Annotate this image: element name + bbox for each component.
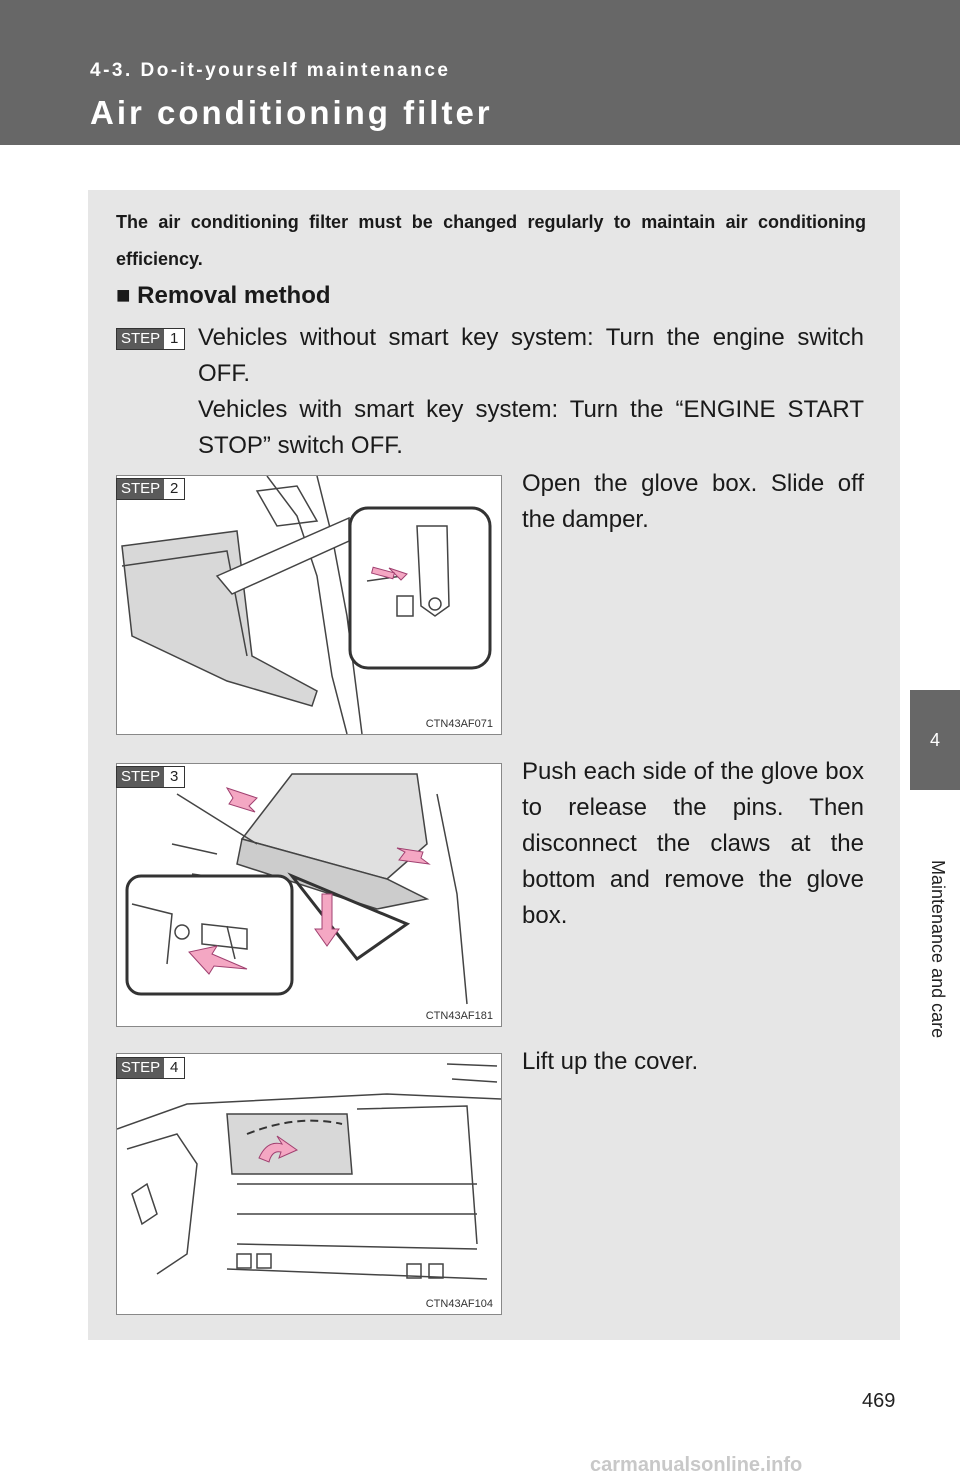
figure-code: CTN43AF181 xyxy=(425,1010,493,1022)
watermark: carmanualsonline.info xyxy=(590,1454,803,1476)
page-header xyxy=(0,0,960,145)
figure-step-4 xyxy=(116,1053,502,1315)
figure-step-3 xyxy=(116,763,502,1027)
step-1-badge xyxy=(116,328,185,350)
step-word: STEP xyxy=(117,767,164,787)
step-2-badge xyxy=(116,478,185,500)
figure-code: CTN43AF104 xyxy=(425,1298,493,1310)
chapter-tab: 4 xyxy=(910,690,960,790)
chapter-label: Maintenance and care xyxy=(928,860,948,1039)
page-number: 469 xyxy=(862,1390,896,1412)
cover-lift-illustration xyxy=(117,1054,501,1314)
section-label: 4-3. Do-it-yourself maintenance xyxy=(90,60,451,81)
step-3-text: Push each side of the glove box to release the pins. Then disconnect the claws at the bottom and remove the glove box. xyxy=(522,758,864,929)
step-number: 2 xyxy=(170,480,179,497)
page-title: Air conditioning filter xyxy=(90,94,493,131)
step-word: STEP xyxy=(117,329,164,349)
figure-code: CTN43AF071 xyxy=(425,718,493,730)
step-4-badge xyxy=(116,1057,185,1079)
step-1-text-line1: Vehicles without smart key system: Turn the engine switch OFF. xyxy=(198,324,864,387)
step-1-text-line2: Vehicles with smart key system: Turn the “ENGINE START STOP” switch OFF. xyxy=(198,396,864,459)
step-number: 1 xyxy=(170,330,179,347)
intro-text: The air conditioning filter must be changed regularly to maintain air conditioning efficiency. xyxy=(116,212,866,269)
step-3-badge xyxy=(116,766,185,788)
step-4-text: Lift up the cover. xyxy=(522,1048,699,1075)
step-number: 4 xyxy=(170,1059,179,1076)
step-word: STEP xyxy=(117,479,164,499)
glove-box-removal-illustration xyxy=(117,764,501,1026)
step-number: 3 xyxy=(170,768,179,785)
glove-box-damper-illustration xyxy=(117,476,501,734)
step-word: STEP xyxy=(117,1058,164,1078)
figure-step-2 xyxy=(116,475,502,735)
section-heading: ■ Removal method xyxy=(116,282,331,309)
step-2-text: Open the glove box. Slide off the damper. xyxy=(522,470,864,533)
